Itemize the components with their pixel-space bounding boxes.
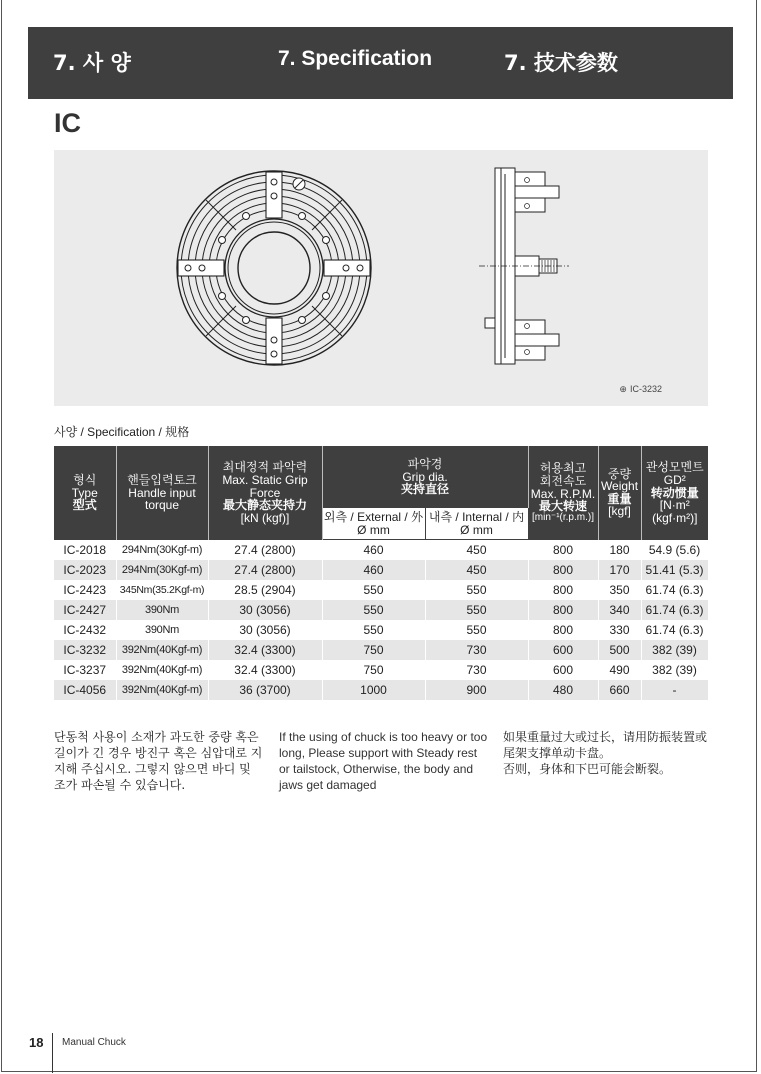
cell-grip-external: 750 [322, 660, 425, 680]
section-title-zh: 7. 技术参数 [504, 51, 618, 75]
chuck-side-view-drawing [479, 166, 579, 366]
cell-grip-external: 550 [322, 600, 425, 620]
cell-inertia: 382 (39) [641, 640, 708, 660]
cell-grip-internal: 730 [425, 640, 528, 660]
table-row [54, 560, 708, 580]
chuck-front-view-drawing [174, 168, 374, 368]
header-type: 형식 Type 型式 [54, 446, 116, 540]
cell-weight: 340 [598, 600, 641, 620]
cell-max-rpm: 800 [528, 620, 598, 640]
cell-max-rpm: 800 [528, 540, 598, 561]
cell-max-rpm: 800 [528, 560, 598, 580]
drawing-panel [54, 150, 708, 406]
cell-inertia: 61.74 (6.3) [641, 620, 708, 640]
footer-label: Manual Chuck [62, 1037, 126, 1048]
header-torque: 핸들입력토크 Handle input torque [116, 446, 208, 540]
cell-grip-force: 28.5 (2904) [208, 580, 322, 600]
cell-grip-internal: 900 [425, 680, 528, 700]
cell-grip-force: 30 (3056) [208, 620, 322, 640]
cell-torque: 294Nm(30Kgf-m) [116, 560, 208, 580]
cell-grip-force: 30 (3056) [208, 600, 322, 620]
cell-grip-external: 750 [322, 640, 425, 660]
cell-weight: 500 [598, 640, 641, 660]
cell-grip-force: 27.4 (2800) [208, 540, 322, 561]
cell-torque: 390Nm [116, 620, 208, 640]
cell-grip-internal: 450 [425, 560, 528, 580]
section-header [28, 27, 733, 99]
cell-grip-force: 27.4 (2800) [208, 560, 322, 580]
cell-grip-external: 550 [322, 580, 425, 600]
cell-grip-force: 36 (3700) [208, 680, 322, 700]
header-weight: 중량 Weight 重量 [kgf] [598, 446, 641, 540]
cell-weight: 350 [598, 580, 641, 600]
note-chinese-line-1: 如果重量过大或过长，请用防振装置或尾架支撑单动卡盘。 [503, 730, 708, 760]
cell-torque: 392Nm(40Kgf-m) [116, 660, 208, 680]
cell-grip-external: 1000 [322, 680, 425, 700]
cell-type: IC-2423 [54, 580, 116, 600]
header-grip-dia: 파악경 Grip dia. 夹持直径 [322, 446, 528, 508]
cell-inertia: - [641, 680, 708, 700]
cell-type: IC-4056 [54, 680, 116, 700]
cell-torque: 392Nm(40Kgf-m) [116, 680, 208, 700]
model-title: IC [54, 108, 81, 138]
cell-grip-internal: 730 [425, 660, 528, 680]
table-row [54, 540, 708, 561]
cell-max-rpm: 600 [528, 640, 598, 660]
header-grip-internal: 내측 / Internal / 内 Ø mm [425, 508, 528, 540]
cell-inertia: 382 (39) [641, 660, 708, 680]
cell-max-rpm: 800 [528, 580, 598, 600]
section-title-en: 7. Specification [278, 47, 433, 70]
note-chinese [503, 729, 713, 777]
header-grip-force: 최대정적 파악력 Max. Static Grip Force 最大静态夹持力 [kN (kgf)] [208, 446, 322, 540]
table-row [54, 620, 708, 640]
cell-torque: 345Nm(35.2Kgf-m) [116, 580, 208, 600]
cell-grip-internal: 550 [425, 600, 528, 620]
cell-weight: 180 [598, 540, 641, 561]
cell-grip-external: 460 [322, 540, 425, 561]
cell-inertia: 51.41 (5.3) [641, 560, 708, 580]
note-korean: 단동척 사용이 소재가 과도한 중량 혹은 길이가 긴 경우 방진구 혹은 심압대로 지지해 주십시오. 그렇지 않으면 바디 및 조가 파손될 수 있습니다. [54, 730, 263, 792]
cell-inertia: 61.74 (6.3) [641, 600, 708, 620]
table-row [54, 600, 708, 620]
cell-weight: 170 [598, 560, 641, 580]
table-row [54, 580, 708, 600]
cell-type: IC-2018 [54, 540, 116, 561]
footer-divider [52, 1033, 53, 1073]
cell-grip-force: 32.4 (3300) [208, 660, 322, 680]
cell-grip-internal: 450 [425, 540, 528, 561]
cell-grip-external: 550 [322, 620, 425, 640]
cell-type: IC-2427 [54, 600, 116, 620]
cell-type: IC-3232 [54, 640, 116, 660]
drawing-caption: ⊕ IC-3232 [619, 384, 662, 394]
cell-inertia: 61.74 (6.3) [641, 580, 708, 600]
cell-inertia: 54.9 (5.6) [641, 540, 708, 561]
note-chinese-line-2: 否则，身体和下巴可能会断裂。 [503, 762, 672, 776]
cell-max-rpm: 800 [528, 600, 598, 620]
page-number: 18 [29, 1035, 44, 1050]
target-icon: ⊕ [619, 384, 627, 394]
table-header-row [54, 446, 708, 508]
cell-type: IC-3237 [54, 660, 116, 680]
cell-grip-internal: 550 [425, 580, 528, 600]
cell-torque: 392Nm(40Kgf-m) [116, 640, 208, 660]
header-inertia: 관성모멘트 GD² 转动惯量 [N·m² (kgf·m²)] [641, 446, 708, 540]
table-row [54, 640, 708, 660]
cell-max-rpm: 600 [528, 660, 598, 680]
cell-torque: 390Nm [116, 600, 208, 620]
header-max-rpm: 허용최고 회전속도 Max. R.P.M. 最大转速 [min⁻¹(r.p.m.)] [528, 446, 598, 540]
cell-type: IC-2432 [54, 620, 116, 640]
spec-table [54, 446, 709, 700]
section-title-ko: 7. 사 양 [53, 51, 131, 75]
cell-weight: 490 [598, 660, 641, 680]
cell-weight: 330 [598, 620, 641, 640]
note-english: If the using of chuck is too heavy or too long, Please support with Steady rest or tailstock, Otherwise, the body and jaws get damaged [279, 730, 488, 792]
cell-grip-external: 460 [322, 560, 425, 580]
cell-max-rpm: 480 [528, 680, 598, 700]
header-grip-external: 외측 / External / 外 Ø mm [322, 508, 425, 540]
cell-type: IC-2023 [54, 560, 116, 580]
cell-grip-force: 32.4 (3300) [208, 640, 322, 660]
cell-grip-internal: 550 [425, 620, 528, 640]
cell-torque: 294Nm(30Kgf-m) [116, 540, 208, 561]
cell-weight: 660 [598, 680, 641, 700]
table-row [54, 660, 708, 680]
table-row [54, 680, 708, 700]
spec-heading: 사양 / Specification / 规格 [54, 425, 190, 439]
